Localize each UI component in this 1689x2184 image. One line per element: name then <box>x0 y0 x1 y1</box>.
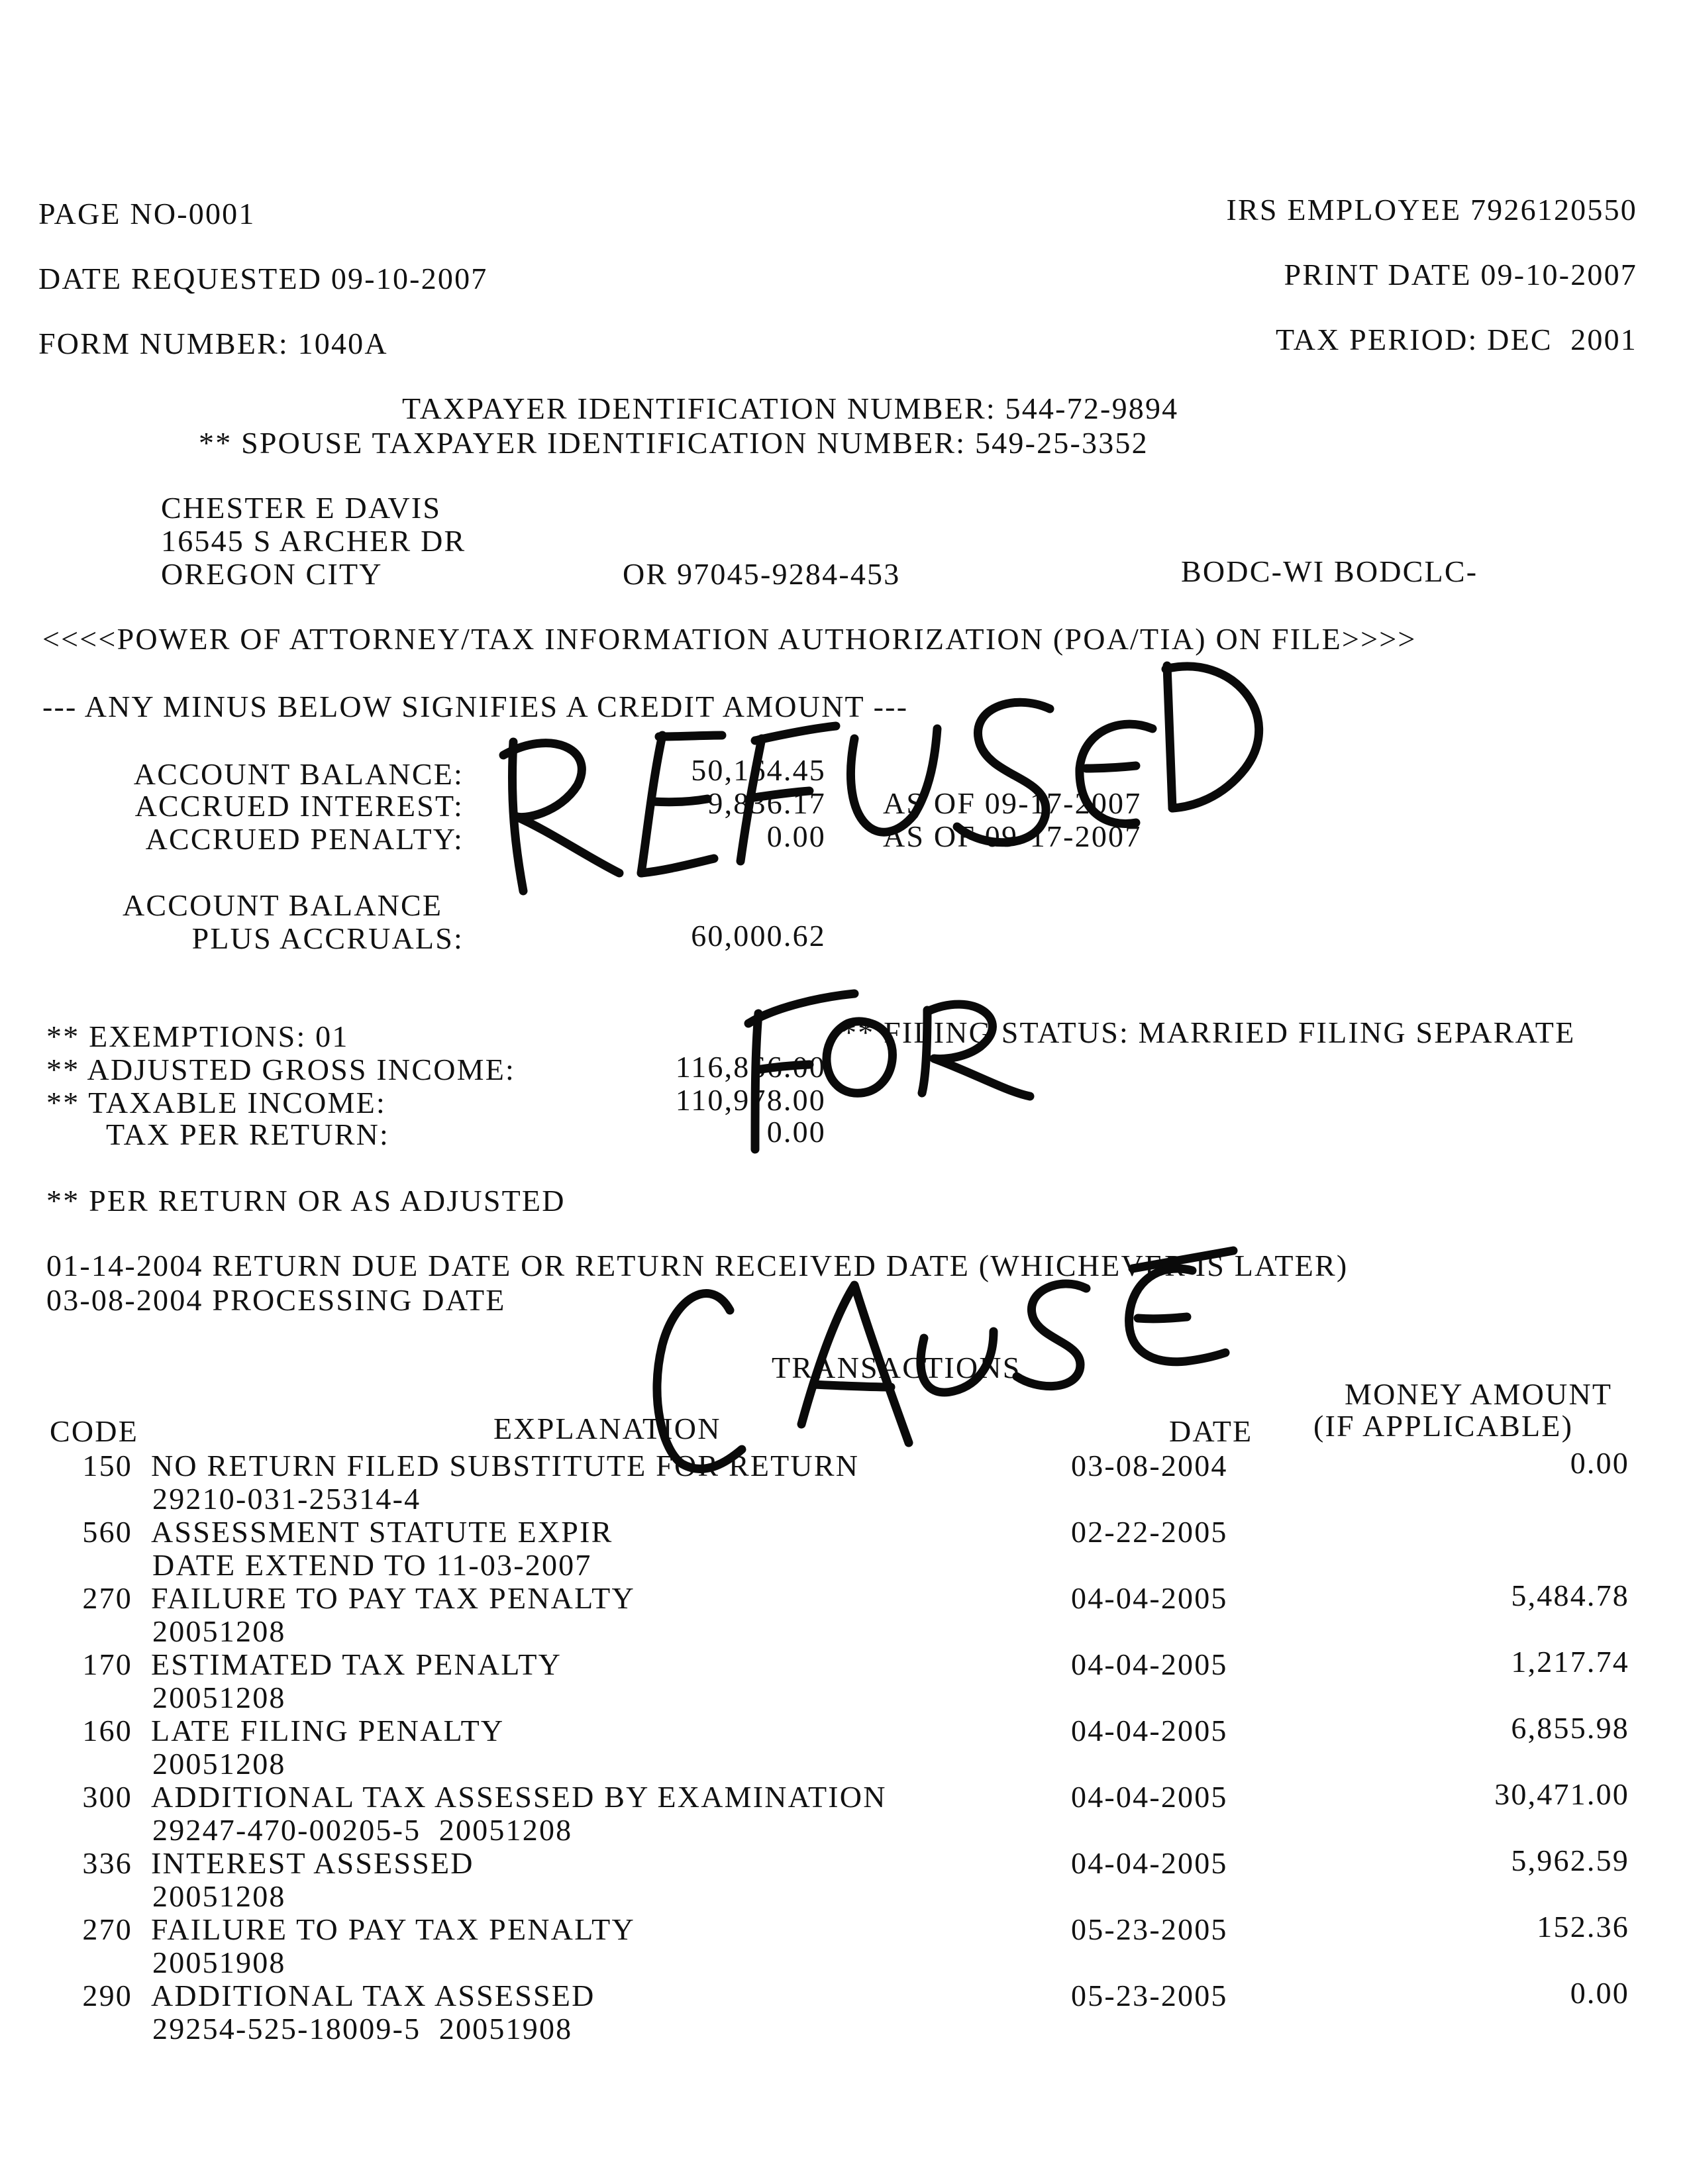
transaction-code: 270 <box>82 1581 132 1615</box>
transaction-amount: 0.00 <box>1570 1446 1629 1480</box>
transaction-code: 150 <box>82 1449 132 1482</box>
transaction-detail: 20051208 <box>152 1614 286 1648</box>
handwritten-word-for <box>748 994 1030 1149</box>
credit-notice: --- ANY MINUS BELOW SIGNIFIES A CREDIT AMOUNT --- <box>42 690 909 723</box>
account-balance-label: ACCOUNT BALANCE: <box>133 757 464 791</box>
transaction-amount: 152.36 <box>1537 1910 1629 1944</box>
transaction-detail: 20051208 <box>152 1681 286 1714</box>
transaction-amount: 0.00 <box>1570 1976 1629 2010</box>
irs-employee-id: IRS EMPLOYEE 7926120550 <box>1226 193 1637 227</box>
transaction-code: 160 <box>82 1714 132 1747</box>
if-applicable-header: (IF APPLICABLE) <box>1313 1409 1574 1443</box>
transaction-explanation: ASSESSMENT STATUTE EXPIR <box>151 1515 613 1549</box>
transaction-date: 03-08-2004 <box>1071 1449 1228 1482</box>
transaction-explanation: ADDITIONAL TAX ASSESSED BY EXAMINATION <box>151 1780 887 1814</box>
transaction-explanation: NO RETURN FILED SUBSTITUTE FOR RETURN <box>151 1449 860 1482</box>
money-amount-header: MONEY AMOUNT <box>1345 1377 1613 1411</box>
accrued-interest-as-of: AS OF 09-17-2007 <box>883 786 1142 820</box>
taxable-income-label: ** TAXABLE INCOME: <box>46 1086 386 1119</box>
return-due-date-line: 01-14-2004 RETURN DUE DATE OR RETURN RECEIVED DATE (WHICHEVER IS LATER) <box>46 1249 1349 1282</box>
transaction-detail: 20051208 <box>152 1747 286 1781</box>
transaction-date: 04-04-2005 <box>1071 1581 1228 1615</box>
transaction-code: 290 <box>82 1979 132 2012</box>
plus-accruals-label-line1: ACCOUNT BALANCE <box>123 888 443 922</box>
transaction-detail: DATE EXTEND TO 11-03-2007 <box>152 1548 592 1582</box>
transaction-detail: 20051908 <box>152 1946 286 1979</box>
plus-accruals-label-line2: PLUS ACCRUALS: <box>191 921 464 955</box>
handwritten-word-refused <box>503 666 1259 891</box>
transaction-detail: 29254-525-18009-5 20051908 <box>152 2012 573 2046</box>
taxpayer-state-zip: OR 97045-9284-453 <box>623 557 901 591</box>
transaction-amount: 30,471.00 <box>1494 1777 1629 1811</box>
transaction-date: 05-23-2005 <box>1071 1912 1228 1946</box>
accrued-penalty-value: 0.00 <box>766 819 826 853</box>
transaction-date: 04-04-2005 <box>1071 1714 1228 1747</box>
agi-value: 116,866.00 <box>675 1050 826 1084</box>
spouse-tin: ** SPOUSE TAXPAYER IDENTIFICATION NUMBER: 549-25-3352 <box>199 426 1149 460</box>
per-return-note: ** PER RETURN OR AS ADJUSTED <box>46 1184 566 1218</box>
taxpayer-tin: TAXPAYER IDENTIFICATION NUMBER: 544-72-9894 <box>402 391 1179 425</box>
accrued-penalty-label: ACCRUED PENALTY: <box>145 822 464 856</box>
transaction-date: 02-22-2005 <box>1071 1515 1228 1549</box>
processing-date-line: 03-08-2004 PROCESSING DATE <box>46 1283 506 1317</box>
form-number: FORM NUMBER: 1040A <box>38 327 388 360</box>
transaction-explanation: INTEREST ASSESSED <box>151 1846 474 1880</box>
transaction-amount: 6,855.98 <box>1511 1711 1629 1745</box>
transaction-explanation: ADDITIONAL TAX ASSESSED <box>151 1979 595 2012</box>
taxpayer-city: OREGON CITY <box>161 557 383 591</box>
filing-status: ** FILING STATUS: MARRIED FILING SEPARATE <box>841 1015 1576 1049</box>
taxable-income-value: 110,978.00 <box>675 1083 826 1117</box>
date-column-header: DATE <box>1169 1414 1253 1448</box>
account-balance-value: 50,164.45 <box>691 753 826 787</box>
transaction-detail: 29210-031-25314-4 <box>152 1482 421 1516</box>
accrued-interest-value: 9,836.17 <box>707 786 826 820</box>
agi-label: ** ADJUSTED GROSS INCOME: <box>46 1053 516 1086</box>
transaction-code: 560 <box>82 1515 132 1549</box>
transaction-date: 04-04-2005 <box>1071 1780 1228 1814</box>
transaction-code: 300 <box>82 1780 132 1814</box>
transactions-title: TRANSACTIONS <box>772 1351 1021 1384</box>
office-code: BODC-WI BODCLC- <box>1181 554 1478 588</box>
transaction-amount: 1,217.74 <box>1511 1645 1629 1679</box>
transaction-amount: 5,962.59 <box>1511 1844 1629 1877</box>
page-number: PAGE NO-0001 <box>38 197 256 231</box>
transaction-detail: 20051208 <box>152 1879 286 1913</box>
tax-period: TAX PERIOD: DEC 2001 <box>1276 323 1637 356</box>
transaction-date: 05-23-2005 <box>1071 1979 1228 2012</box>
accrued-penalty-as-of: AS OF 09-17-2007 <box>883 819 1142 853</box>
transaction-date: 04-04-2005 <box>1071 1647 1228 1681</box>
poa-notice: <<<<POWER OF ATTORNEY/TAX INFORMATION AUTHORIZATION (POA/TIA) ON FILE>>>> <box>42 622 1417 656</box>
code-column-header: CODE <box>50 1414 139 1448</box>
print-date: PRINT DATE 09-10-2007 <box>1284 258 1637 291</box>
date-requested: DATE REQUESTED 09-10-2007 <box>38 262 488 295</box>
transaction-date: 04-04-2005 <box>1071 1846 1228 1880</box>
transaction-explanation: LATE FILING PENALTY <box>151 1714 505 1747</box>
taxpayer-street: 16545 S ARCHER DR <box>161 524 466 558</box>
transaction-detail: 29247-470-00205-5 20051208 <box>152 1813 573 1847</box>
transaction-code: 170 <box>82 1647 132 1681</box>
transaction-explanation: FAILURE TO PAY TAX PENALTY <box>151 1912 635 1946</box>
accrued-interest-label: ACCRUED INTEREST: <box>134 789 464 823</box>
exemptions: ** EXEMPTIONS: 01 <box>46 1019 349 1053</box>
tax-per-return-label: TAX PER RETURN: <box>106 1118 389 1151</box>
plus-accruals-value: 60,000.62 <box>691 919 826 953</box>
transaction-explanation: ESTIMATED TAX PENALTY <box>151 1647 562 1681</box>
transaction-amount: 5,484.78 <box>1511 1579 1629 1612</box>
transaction-explanation: FAILURE TO PAY TAX PENALTY <box>151 1581 635 1615</box>
taxpayer-name: CHESTER E DAVIS <box>161 491 442 525</box>
explanation-column-header: EXPLANATION <box>493 1412 721 1445</box>
transaction-code: 336 <box>82 1846 132 1880</box>
handwritten-word-cause <box>657 1251 1233 1469</box>
transaction-code: 270 <box>82 1912 132 1946</box>
tax-per-return-value: 0.00 <box>766 1115 826 1149</box>
